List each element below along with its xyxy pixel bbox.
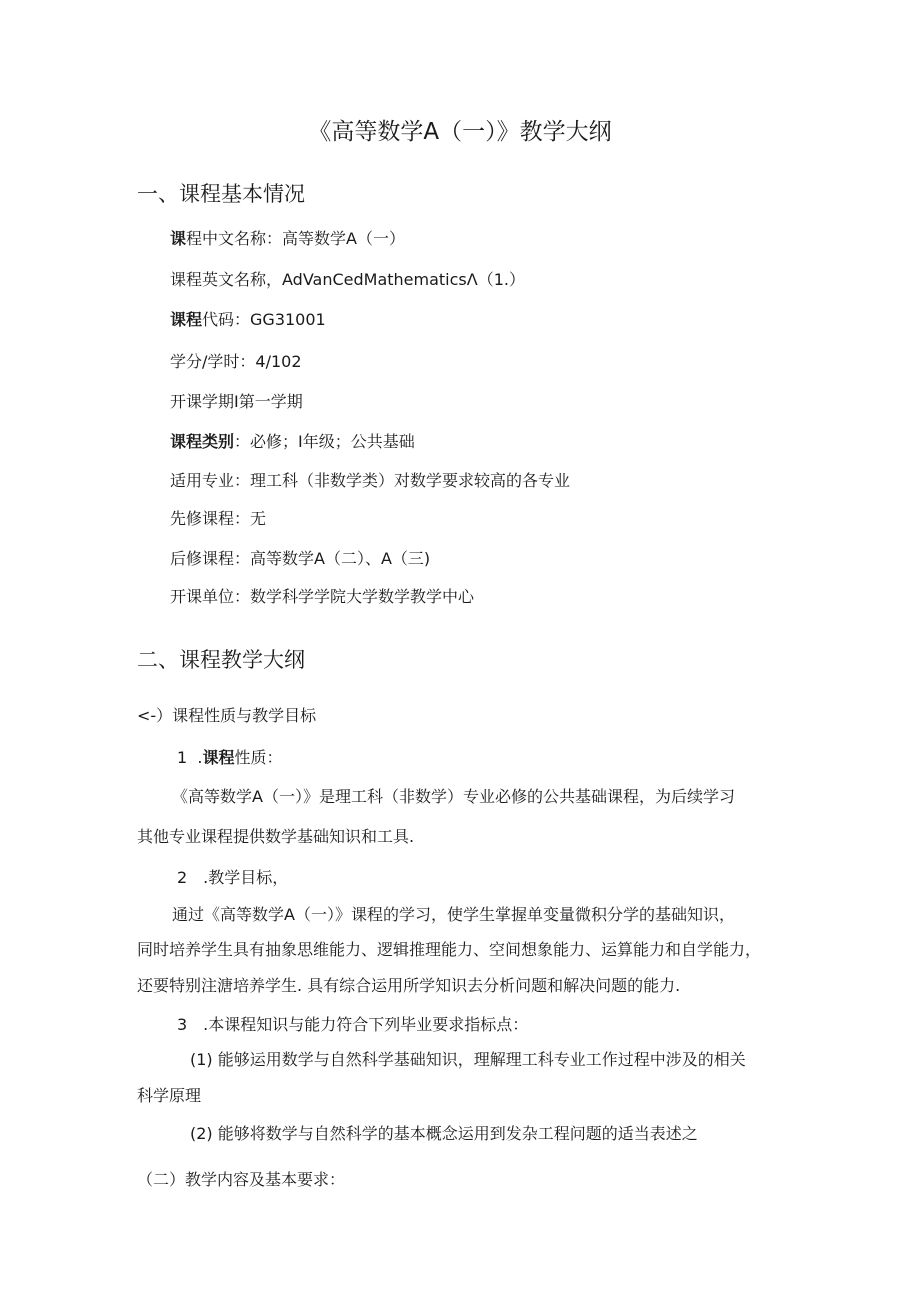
course-followup: 后修课程：高等数学A（二）、A（三): [170, 549, 431, 568]
course-category-label: 课程类别: [170, 432, 235, 451]
goals-paragraph-line-3: 还要特别注溏培养学生. 具有综合运用所学知识去分析问题和解决问题的能力.: [137, 976, 681, 995]
section-heading-basic-info: 一、课程基本情况: [137, 182, 305, 206]
nature-paragraph-line-2: 其他专业课程提供数学基础知识和工具.: [137, 827, 415, 846]
section-heading-syllabus: 二、课程教学大纲: [137, 648, 305, 672]
course-name-cn: [170, 229, 405, 248]
course-category-value: ：必修；I年级；公共基础: [234, 432, 415, 451]
subsection-content-requirements: （二）教学内容及基本要求：: [137, 1170, 346, 1189]
page-title: 《高等数学A（一）》教学大纲: [308, 119, 612, 145]
item-graduation-requirements: 3 .本课程知识与能力符合下列毕业要求指标点：: [177, 1015, 529, 1034]
requirement-1-line-2: 科学原理: [137, 1086, 202, 1105]
course-name-cn-label: 课: [170, 229, 187, 248]
course-category: [170, 432, 415, 451]
course-unit: 开课单位：数学科学学院大学数学教学中心: [170, 587, 475, 606]
item-teaching-goals: 2 .教学目标，: [177, 868, 289, 887]
item-course-nature-label: 课程: [202, 748, 235, 767]
course-code-label: 课程: [170, 310, 203, 329]
course-code: [170, 310, 326, 329]
goals-paragraph-line-1: 通过《高等数学A（一）》课程的学习，使学生掌握单变量微积分学的基础知识，: [172, 905, 735, 924]
item-course-nature-number: 1: [177, 748, 188, 767]
item-course-nature-rest: 性质：: [234, 748, 283, 767]
course-prerequisites: 先修课程：无: [170, 509, 267, 528]
goals-paragraph-line-2: 同时培养学生具有抽象思维能力、逻辑推理能力、空间想象能力、运算能力和自学能力，: [137, 940, 762, 959]
course-name-en: 课程英文名称，AdVanCedMathematicsΛ（1.）: [170, 270, 525, 289]
course-semester: 开课学期I第一学期: [170, 392, 303, 411]
course-name-cn-value: 程中文名称：高等数学A（一）: [186, 229, 405, 248]
course-code-value: 代码：GG31001: [202, 310, 326, 329]
course-majors: 适用专业：理工科（非数学类）对数学要求较高的各专业: [170, 471, 571, 490]
requirement-2: (2) 能够将数学与自然科学的基本概念运用到发杂工程问题的适当表述之: [190, 1124, 698, 1143]
course-credits: 学分/学时：4/102: [170, 352, 302, 371]
nature-paragraph-line-1: 《高等数学A（一）》是理工科（非数学）专业必修的公共基础课程，为后续学习: [172, 787, 735, 806]
subsection-nature-goals: <-）课程性质与教学目标: [137, 706, 317, 725]
item-course-nature: 1 .课程性质：: [177, 748, 283, 767]
requirement-1-line-1: (1) 能够运用数学与自然科学基础知识，理解理工科专业工作过程中涉及的相关: [190, 1050, 746, 1069]
